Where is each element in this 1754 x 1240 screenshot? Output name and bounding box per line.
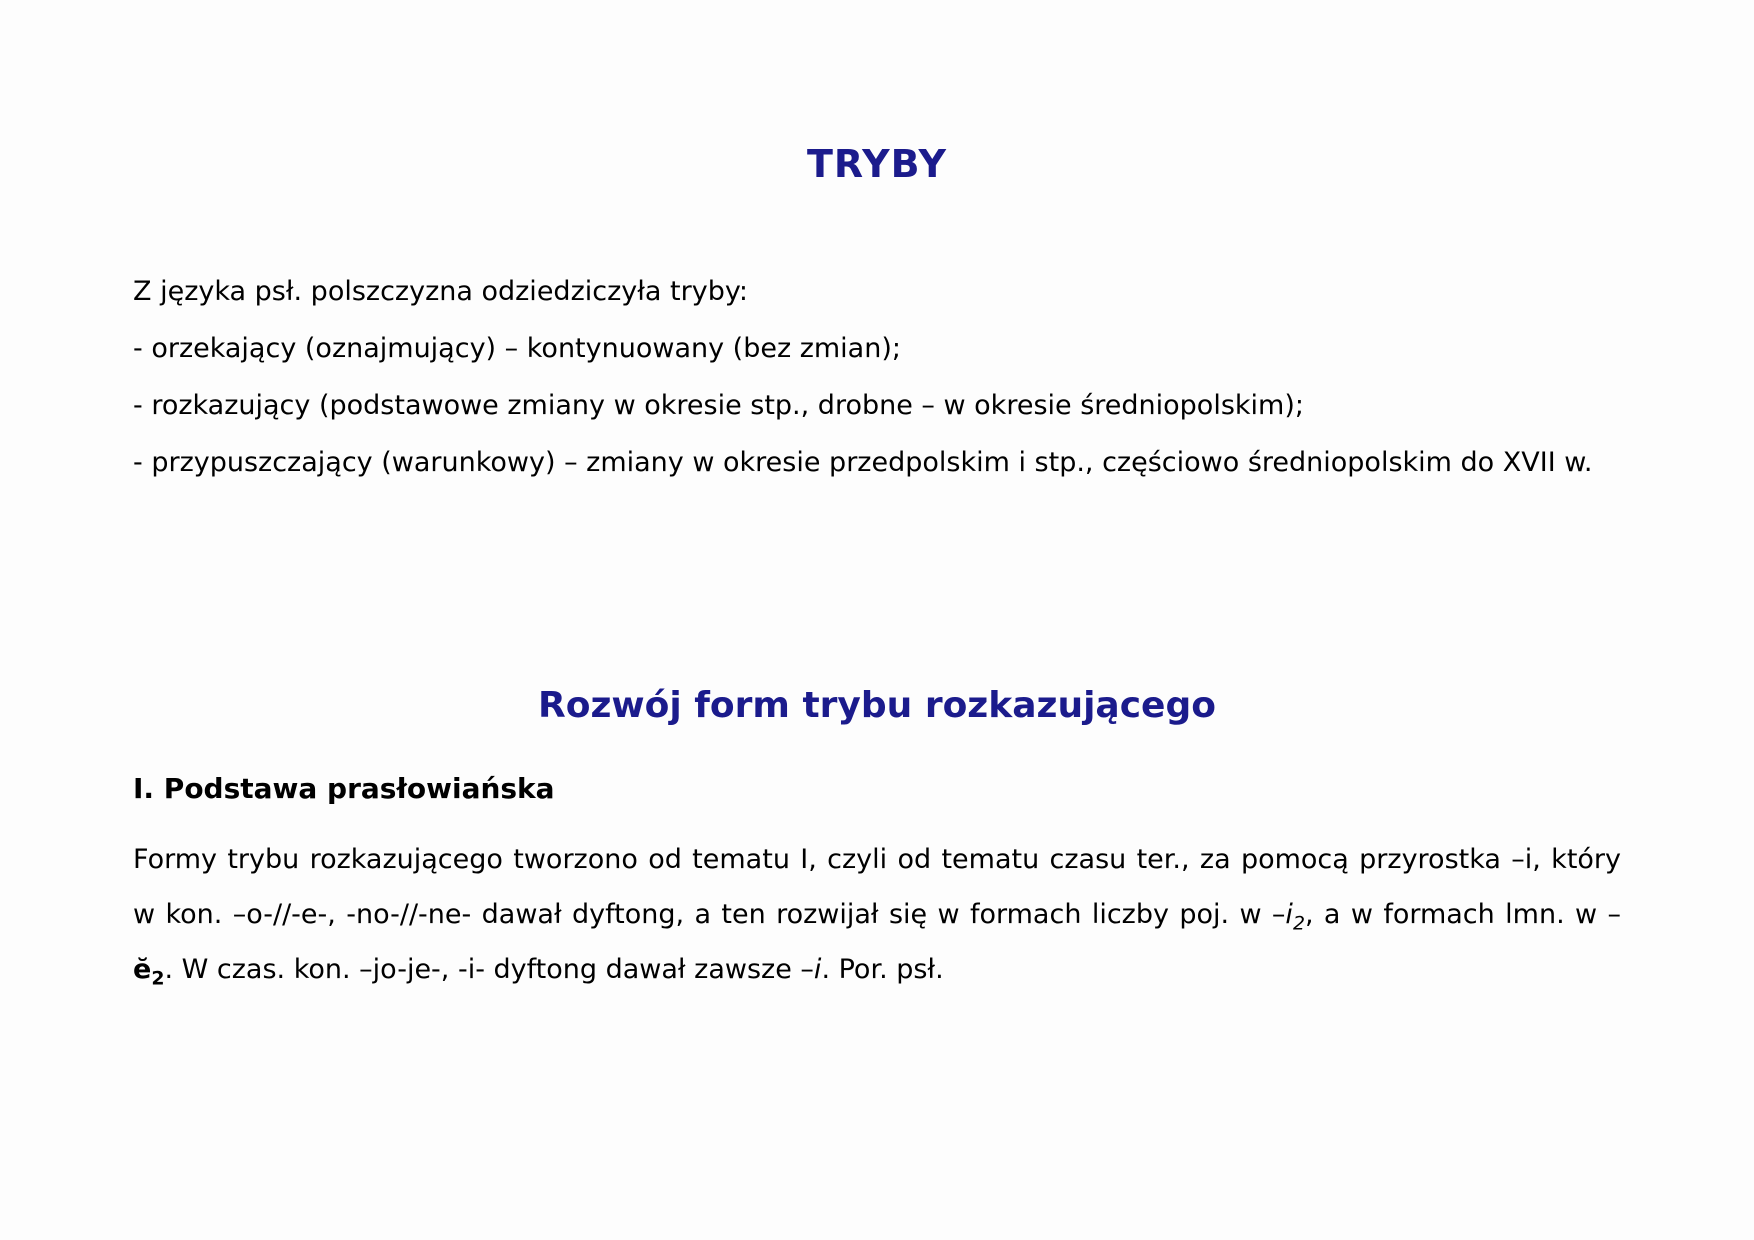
text-segment: . W czas. kon. –jo-je-, -i- dyftong dawał zawsze –	[164, 954, 814, 985]
mood-item-imperative: - rozkazujący (podstawowe zmiany w okresie stp., drobne – w okresie średniopolskim);	[133, 390, 1304, 421]
intro-lead: Z języka psł. polszczyzna odziedziczyła tryby:	[133, 276, 748, 307]
mood-item-indicative: - orzekający (oznajmujący) – kontynuowany (bez zmian);	[133, 333, 901, 364]
section-subheading: I. Podstawa prasłowiańska	[133, 772, 555, 805]
text-segment: . Por. psł.	[821, 954, 944, 985]
text-segment: , a w formach lmn. w –	[1304, 899, 1621, 930]
page-title: TRYBY	[806, 142, 948, 186]
text-segment: Formy trybu rozkazującego tworzono od tematu I, czyli od tematu czasu ter., za pomocą przyrostka –i, który w kon. –o-//-e-, -no-//-ne- dawał dyftong, a ten rozwijał się w formach liczby poj. w –	[133, 844, 1621, 930]
text-segment: i	[1285, 899, 1293, 930]
text-segment: 2	[1292, 912, 1305, 935]
text-segment: 2	[151, 967, 165, 990]
text-segment: ĕ	[133, 954, 152, 985]
mood-item-conditional: - przypuszczający (warunkowy) – zmiany w okresie przedpolskim i stp., częściowo średniopolskim do XVII w.	[133, 447, 1593, 478]
text-segment: i	[813, 954, 822, 985]
section-heading: Rozwój form trybu rozkazującego	[538, 685, 1216, 726]
section-paragraph	[133, 832, 1621, 997]
